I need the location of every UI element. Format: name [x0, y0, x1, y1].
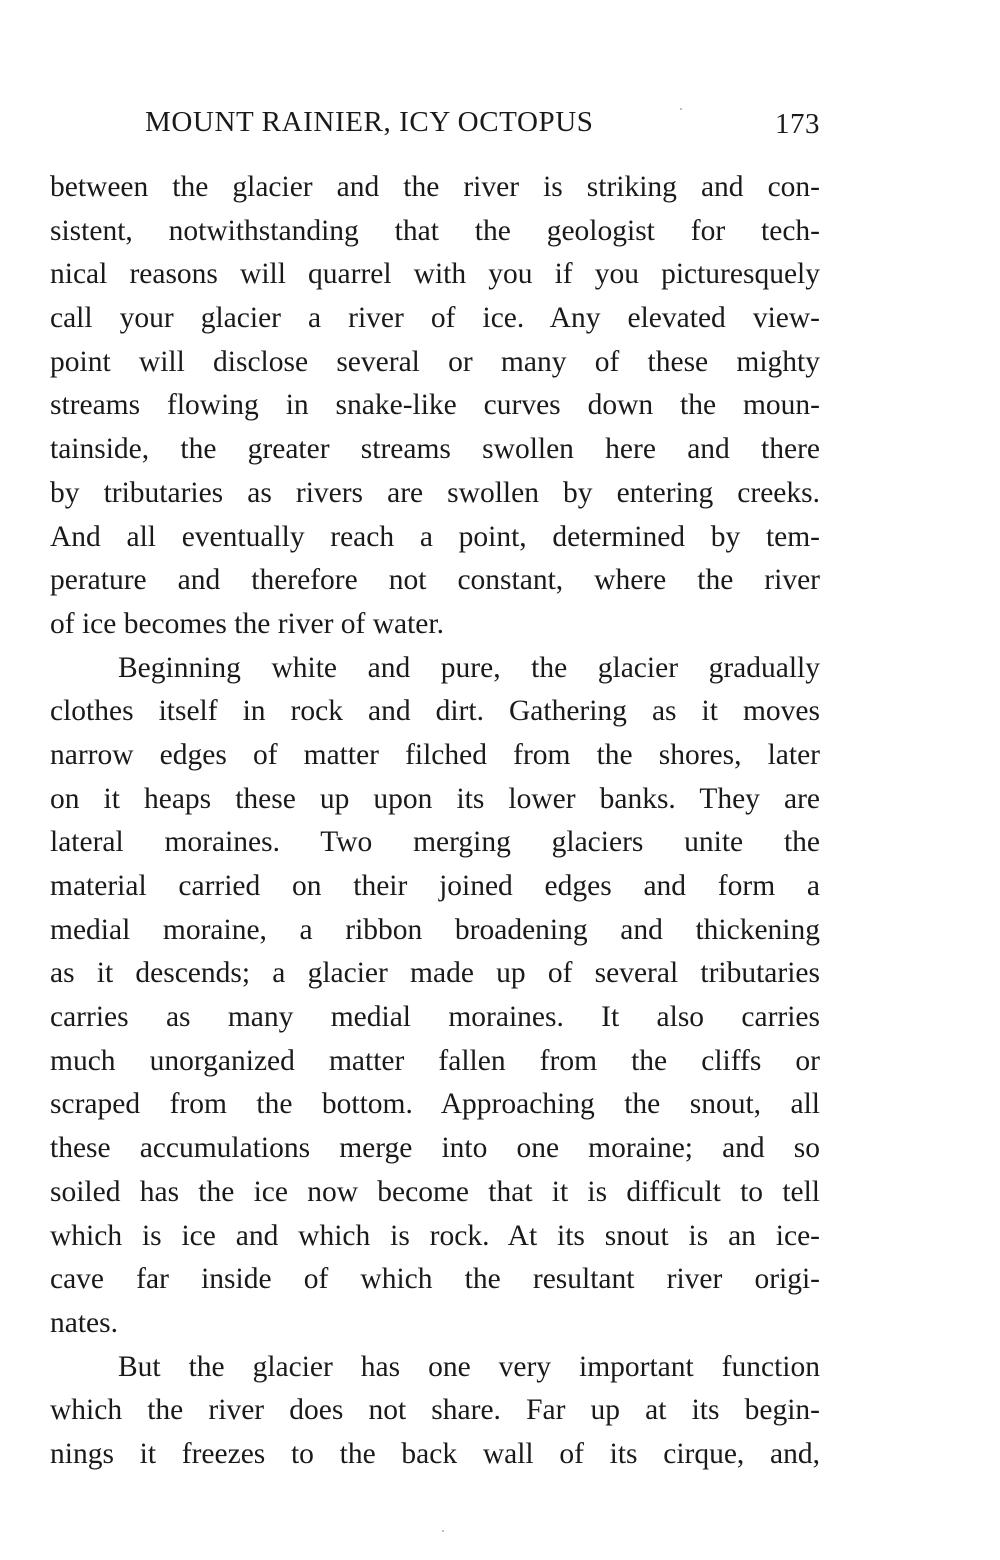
text-line: But the glacier has one very important function	[118, 1350, 820, 1383]
page-number: 173	[775, 108, 820, 140]
text-line: perature and therefore not constant, where the river	[50, 564, 820, 597]
text-line: medial moraine, a ribbon broadening and thickening	[50, 913, 820, 946]
text-line: these accumulations merge into one moraine; and so	[50, 1132, 820, 1165]
running-header	[145, 106, 820, 150]
text-line: material carried on their joined edges and form a	[50, 870, 820, 902]
text-line: tainside, the greater streams swollen here and there	[50, 433, 820, 466]
paragraph	[50, 166, 820, 647]
running-title: MOUNT RAINIER, ICY OCTOPUS	[145, 106, 594, 138]
text-line: nates.	[50, 1306, 118, 1339]
text-line: of ice becomes the river of water.	[50, 607, 444, 640]
text-line: point will disclose several or many of these mighty	[50, 345, 820, 378]
text-line: which the river does not share. Far up at its begin-	[50, 1394, 820, 1427]
text-line: sistent, notwithstanding that the geologist for tech-	[50, 214, 820, 247]
paragraph	[50, 1346, 820, 1477]
text-line: narrow edges of matter filched from the shores, later	[50, 738, 820, 771]
body-text	[50, 166, 820, 1477]
text-line: lateral moraines. Two merging glaciers unite the	[50, 826, 820, 859]
text-line: call your glacier a river of ice. Any elevated view-	[50, 302, 820, 335]
paragraph	[50, 647, 820, 1346]
text-line: streams flowing in snake-like curves down the moun-	[50, 389, 820, 422]
text-line: which is ice and which is rock. At its snout is an ice-	[50, 1219, 820, 1252]
text-line: soiled has the ice now become that it is difficult to tell	[50, 1175, 820, 1208]
scan-speck	[442, 1530, 444, 1532]
text-line: cave far inside of which the resultant river origi-	[50, 1263, 820, 1296]
text-line: clothes itself in rock and dirt. Gathering as it moves	[50, 695, 820, 728]
text-line: carries as many medial moraines. It also carries	[50, 1001, 820, 1034]
scan-speck	[680, 108, 682, 110]
text-line: nings it freezes to the back wall of its cirque, and,	[50, 1437, 820, 1470]
text-line: Beginning white and pure, the glacier gradually	[118, 651, 820, 684]
text-line: much unorganized matter fallen from the cliffs or	[50, 1044, 820, 1077]
text-line: as it descends; a glacier made up of several tributaries	[50, 957, 820, 990]
text-line: scraped from the bottom. Approaching the snout, all	[50, 1088, 820, 1121]
text-line: between the glacier and the river is striking and con-	[50, 171, 820, 203]
text-line: on it heaps these up upon its lower banks. They are	[50, 782, 820, 815]
text-line: by tributaries as rivers are swollen by entering creeks.	[50, 476, 820, 509]
text-line: nical reasons will quarrel with you if you picturesquely	[50, 258, 820, 291]
text-line: And all eventually reach a point, determined by tem-	[50, 520, 820, 553]
